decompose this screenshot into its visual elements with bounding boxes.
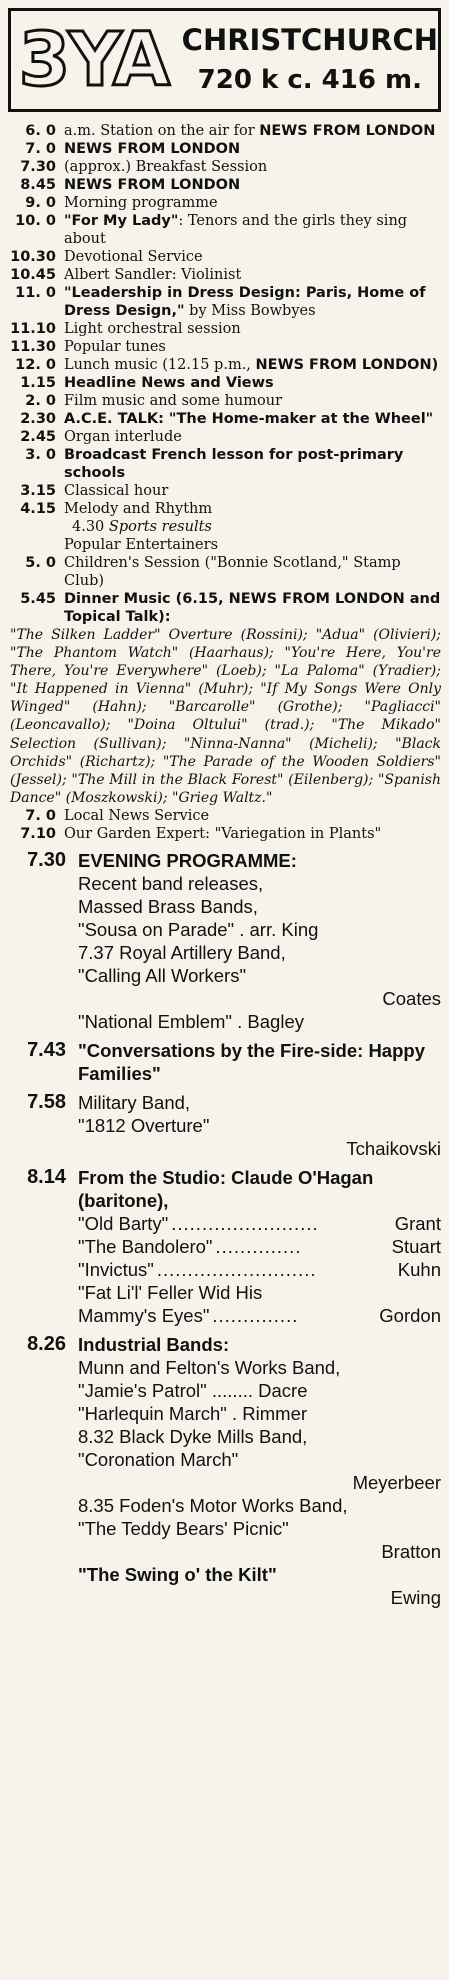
schedule-description (64, 212, 441, 248)
description-bold: Dinner Music (6.15, NEWS FROM LONDON and Topical Talk): (64, 591, 441, 625)
schedule-subitem (8, 518, 441, 536)
programme-block-743 (8, 1039, 441, 1085)
schedule-time: 7.30 (20, 159, 56, 175)
dot-leader: .............. (215, 1235, 302, 1257)
schedule-description (64, 176, 441, 194)
block-composer: Ewing (390, 1586, 441, 1608)
song-composer: Kuhn (397, 1258, 441, 1280)
schedule-row (8, 158, 441, 176)
schedule-time: 2. 0 (25, 393, 56, 409)
schedule-time: 10.30 (10, 249, 56, 265)
block-composer: Coates (382, 987, 441, 1009)
schedule-time: 10. 0 (15, 213, 56, 229)
schedule-row (8, 374, 441, 392)
description-pre: Organ interlude (64, 429, 182, 445)
sub-time: 4.30 (72, 519, 105, 535)
schedule-time: 2.30 (20, 411, 56, 427)
schedule-row (8, 356, 441, 374)
description-bold: Broadcast French lesson for post-primary schools (64, 447, 404, 481)
schedule-time: 11.10 (10, 321, 56, 337)
schedule-time: 12. 0 (15, 357, 56, 373)
schedule-row (8, 284, 441, 320)
song-title: "Invictus" (78, 1258, 154, 1280)
schedule-time: 1.15 (20, 375, 56, 391)
station-header (8, 8, 441, 112)
evening-programme (8, 849, 441, 1609)
popular-entertainers: Popular Entertainers (64, 537, 219, 553)
station-frequency: 720 k c. 416 m. (197, 65, 422, 96)
schedule-description (64, 140, 441, 158)
schedule-row (8, 338, 441, 356)
block-line: "Coronation March" (78, 1448, 239, 1470)
block-line: Recent band releases, (78, 872, 264, 894)
programme-block-758 (8, 1091, 441, 1160)
programme-block-826 (8, 1333, 441, 1609)
schedule-row (8, 590, 441, 626)
schedule-description (64, 122, 441, 140)
description-pre: Morning programme (64, 195, 218, 211)
schedule-description (64, 554, 441, 590)
schedule-row (8, 482, 441, 500)
description-pre: Melody and Rhythm (64, 501, 213, 517)
dot-leader: .............. (212, 1304, 299, 1326)
block-title: Industrial Bands: (78, 1333, 230, 1355)
description-bold: NEWS FROM LONDON) (255, 357, 439, 373)
schedule-description (64, 446, 441, 482)
block-title: From the Studio: Claude O'Hagan (baritone), (78, 1166, 374, 1211)
schedule-time: 10.45 (10, 267, 56, 283)
schedule-description (64, 356, 441, 374)
programme-block-814 (8, 1166, 441, 1327)
block-time: 8.14 (27, 1165, 66, 1188)
dinner-music-list: "The Silken Ladder" Overture (Rossini); "Adua" (Olivieri); "The Phantom Watch" (Haarhaus); "You're Here, You're There, You're Everywhere" (Loeb); "La Paloma" (Yradier); "It Happened in Vienna" (Muhr); "If My Songs Were Only Winged" (Hahn); "Barcarolle" (Grothe); "Pagliacci" (Leoncavallo); "Doina Oltului" (trad.); "The Mikado" Selection (Sullivan); "Ninna-Nanna" (Micheli); "Black Orchids" (Richartz); "The Parade of the Wooden Soldiers" (Jessel); "The Mill in the Black Forest" (Eilenberg); "Spanish Dance" (Moszkowski); "Grieg Waltz." (10, 627, 441, 806)
description-pre: Film music and some humour (64, 393, 283, 409)
block-line: Massed Brass Bands, (78, 895, 258, 917)
description-bold: NEWS FROM LONDON (259, 123, 436, 139)
daytime-schedule (8, 122, 441, 843)
block-line: "The Swing o' the Kilt" (78, 1563, 277, 1585)
description-pre: (approx.) Breakfast Session (64, 159, 268, 175)
sub-text: Sports results (108, 519, 212, 535)
description-pre: Our Garden Expert: "Variegation in Plants" (64, 825, 382, 842)
description-post: : Tenors and the girls they sing about (64, 213, 408, 247)
schedule-description (64, 500, 441, 518)
block-time: 7.43 (27, 1038, 66, 1061)
schedule-time: 3. 0 (25, 447, 56, 463)
schedule-time: 7. 0 (25, 141, 56, 157)
schedule-time: 3.15 (20, 483, 56, 499)
block-line: "Sousa on Parade" . arr. King (78, 918, 319, 940)
schedule-description (64, 338, 441, 356)
schedule-description (64, 410, 441, 428)
description-bold: A.C.E. TALK: "The Home-maker at the Wheel" (64, 411, 434, 427)
block-line: Munn and Felton's Works Band, (78, 1356, 341, 1378)
schedule-description (64, 194, 441, 212)
block-composer: Bratton (381, 1540, 441, 1562)
song-title: "Fat Li'l' Feller Wid His (78, 1281, 263, 1303)
schedule-description (64, 807, 441, 825)
block-time: 7.58 (27, 1090, 66, 1113)
block-title: EVENING PROGRAMME: (78, 849, 297, 871)
schedule-row (8, 212, 441, 248)
song-row (78, 1212, 441, 1235)
block-line: 8.35 Foden's Motor Works Band, (78, 1494, 348, 1516)
block-line: "1812 Overture" (78, 1114, 210, 1136)
schedule-description (64, 428, 441, 446)
schedule-time: 7.10 (20, 825, 56, 842)
song-composer: Grant (394, 1212, 441, 1234)
schedule-description (64, 590, 441, 626)
dot-leader: ........................ (171, 1212, 319, 1234)
schedule-time: 2.45 (20, 429, 56, 445)
block-time: 7.30 (27, 848, 66, 871)
description-pre: Lunch music (12.15 p.m., (64, 357, 256, 373)
description-pre: a.m. Station on the air for (64, 123, 260, 139)
schedule-row (8, 266, 441, 284)
song-row (78, 1235, 441, 1258)
schedule-description (64, 392, 441, 410)
schedule-row (8, 428, 441, 446)
block-line: "Jamie's Patrol" ........ Dacre (78, 1379, 308, 1401)
description-bold: Headline News and Views (64, 375, 274, 391)
schedule-row (8, 176, 441, 194)
schedule-time: 7. 0 (25, 807, 56, 824)
schedule-description (64, 284, 441, 320)
song-composer: Gordon (379, 1304, 441, 1326)
song-title: "Old Barty" (78, 1212, 169, 1234)
schedule-description (64, 158, 441, 176)
schedule-time: 5.45 (20, 591, 56, 607)
block-time: 8.26 (27, 1332, 66, 1355)
description-pre: Popular tunes (64, 339, 166, 355)
block-line: "Calling All Workers" (78, 964, 247, 986)
schedule-row (8, 140, 441, 158)
schedule-description (64, 248, 441, 266)
song-title: Mammy's Eyes" (78, 1304, 210, 1326)
description-bold: "For My Lady" (64, 213, 179, 229)
description-pre: Local News Service (64, 807, 210, 824)
schedule-row (8, 392, 441, 410)
schedule-time: 11. 0 (15, 285, 56, 301)
description-post: by Miss Bowbyes (184, 303, 316, 319)
block-line: Military Band, (78, 1091, 191, 1113)
song-row (78, 1304, 441, 1327)
song-composer: Stuart (391, 1235, 441, 1257)
schedule-row (8, 825, 441, 843)
description-pre: Classical hour (64, 483, 169, 499)
block-line: "Harlequin March" . Rimmer (78, 1402, 308, 1424)
schedule-description (64, 266, 441, 284)
schedule-row (8, 410, 441, 428)
programme-block-730 (8, 849, 441, 1033)
description-pre: Light orchestral session (64, 321, 241, 337)
description-bold: "Leadership in Dress Design: Paris, Home of Dress Design," (64, 285, 426, 319)
schedule-row (8, 807, 441, 825)
block-composer: Tchaikovski (346, 1137, 441, 1159)
schedule-description (64, 320, 441, 338)
description-pre: Devotional Service (64, 249, 203, 265)
schedule-row (8, 320, 441, 338)
station-logo: 3YA (18, 17, 168, 103)
schedule-row (8, 446, 441, 482)
schedule-time: 9. 0 (25, 195, 56, 211)
schedule-subitem (8, 536, 441, 554)
schedule-row (8, 122, 441, 140)
description-pre: Albert Sandler: Violinist (64, 267, 242, 283)
schedule-row (8, 500, 441, 518)
block-line: "National Emblem" . Bagley (78, 1010, 304, 1032)
schedule-row (8, 194, 441, 212)
description-bold: NEWS FROM LONDON (64, 177, 241, 193)
block-line: "The Teddy Bears' Picnic" (78, 1517, 289, 1539)
description-pre: Children's Session ("Bonnie Scotland," Stamp Club) (64, 555, 401, 589)
station-info (176, 22, 438, 96)
block-title: "Conversations by the Fire-side: Happy Families" (78, 1039, 425, 1084)
schedule-time: 8.45 (20, 177, 56, 193)
schedule-description (64, 825, 441, 843)
schedule-row (8, 248, 441, 266)
song-row (78, 1258, 441, 1281)
schedule-time: 11.30 (10, 339, 56, 355)
description-bold: NEWS FROM LONDON (64, 141, 241, 157)
schedule-description (64, 482, 441, 500)
schedule-time: 4.15 (20, 501, 56, 517)
song-title: "The Bandolero" (78, 1235, 213, 1257)
station-city: CHRISTCHURCH (181, 22, 438, 57)
schedule-time: 5. 0 (25, 555, 56, 571)
schedule-row (8, 554, 441, 590)
dot-leader: .......................... (156, 1258, 317, 1280)
block-line: 8.32 Black Dyke Mills Band, (78, 1425, 308, 1447)
schedule-description (64, 374, 441, 392)
schedule-time: 6. 0 (25, 123, 56, 139)
block-line: 7.37 Royal Artillery Band, (78, 941, 286, 963)
block-composer: Meyerbeer (352, 1471, 441, 1493)
